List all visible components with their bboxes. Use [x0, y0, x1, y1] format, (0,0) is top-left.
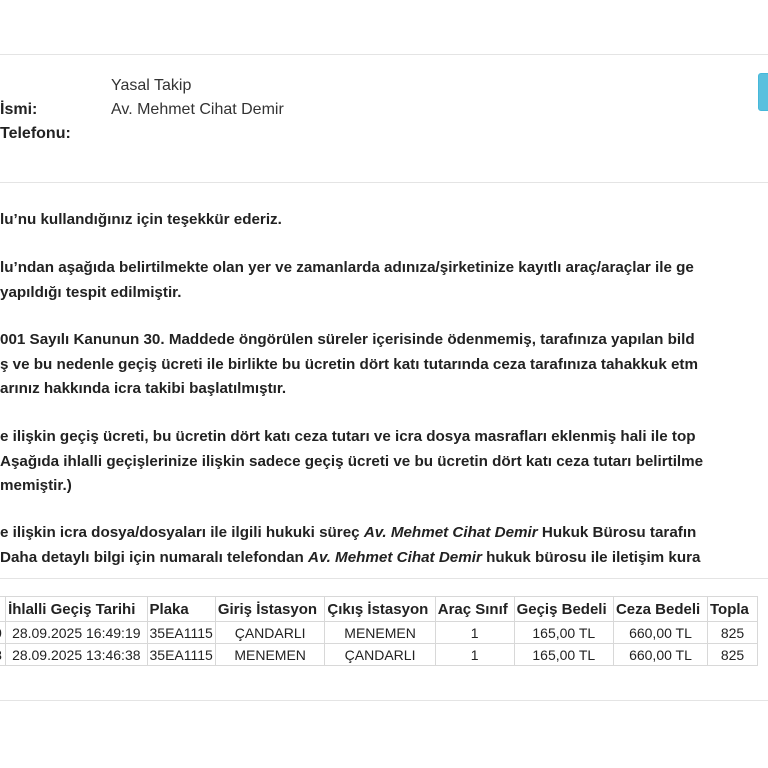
- law-text-line-1: 001 Sayılı Kanunun 30. Maddede öngörülen süreler içerisinde ödenmemiş, tarafınıza yapılan bild: [0, 331, 695, 348]
- col-header-entry: Giriş İstasyon: [215, 597, 325, 622]
- table-top-divider: [0, 578, 768, 579]
- detection-text-line-2: yapıldığı tespit edilmiştir.: [0, 284, 182, 301]
- name-label: İsmi:: [0, 101, 38, 118]
- law-text-line-2: ş ve bu nedenle geçiş ücreti ile birlikte bu ücretin dört katı tutarında ceza tarafınıza tahakkuk etm: [0, 356, 698, 373]
- cell-penalty: 660,00 TL: [613, 622, 707, 644]
- table-row: [0, 644, 758, 666]
- cell-class: 1: [435, 644, 514, 666]
- contact-lawyer-name: Av. Mehmet Cihat Demir: [308, 549, 482, 566]
- col-header-penalty: Ceza Bedeli: [613, 597, 707, 622]
- cell-total: 825: [707, 622, 757, 644]
- legal-follow-up-value: Yasal Takip: [111, 77, 192, 94]
- col-header-exit: Çıkış İstasyon: [325, 597, 435, 622]
- table-row: [0, 622, 758, 644]
- col-header-class: Araç Sınıf: [435, 597, 514, 622]
- phone-label: Telefonu:: [0, 125, 71, 142]
- col-header-plate: Plaka: [147, 597, 215, 622]
- cell-penalty: 660,00 TL: [613, 644, 707, 666]
- cell-toll: 165,00 TL: [514, 622, 613, 644]
- bottom-divider: [0, 700, 768, 701]
- lawyer-name-value: Av. Mehmet Cihat Demir: [111, 101, 284, 118]
- col-header-toll: Geçiş Bedeli: [514, 597, 613, 622]
- detection-text-line-1: lu’ndan aşağıda belirtilmekte olan yer ve zamanlarda adınıza/şirketinize kayıtlı araç/araçlar ile ge: [0, 259, 694, 276]
- legal-process-text-a: e ilişkin icra dosya/dosyaları ile ilgili hukuki süreç: [0, 524, 364, 541]
- cell-entry: ÇANDARLI: [215, 622, 325, 644]
- fee-text-line-3: memiştir.): [0, 477, 72, 494]
- cell-plate: 35EA1115: [147, 644, 215, 666]
- cell-entry: MENEMEN: [215, 644, 325, 666]
- legal-process-text-line-1: [0, 524, 696, 541]
- law-text-line-3: arınız hakkında icra takibi başlatılmıştır.: [0, 380, 287, 397]
- col-header-date: İhlalli Geçiş Tarihi: [6, 597, 147, 622]
- fee-text-line-2: Aşağıda ihlalli geçişlerinize ilişkin sadece geçiş ücreti ve bu ücretin dört katı ceza tutarı belirtilme: [0, 453, 704, 470]
- contact-text-c: hukuk bürosu ile iletişim kura: [481, 549, 701, 566]
- cell-date: 28.09.2025 13:46:38: [6, 644, 147, 666]
- contact-text-a: Daha detaylı bilgi için numaralı telefondan: [0, 549, 309, 566]
- cell-class: 1: [435, 622, 514, 644]
- thanks-text: lu’nu kullandığınız için teşekkür ederiz.: [0, 211, 282, 228]
- legal-process-lawyer-name: Av. Mehmet Cihat Demir: [363, 524, 538, 541]
- fee-text-line-1: e ilişkin geçiş ücreti, bu ücretin dört katı ceza tutarı ve icra dosya masrafları eklenmiş hali ile top: [0, 428, 696, 445]
- table-header-row: [0, 597, 758, 622]
- col-header-total: Topla: [707, 597, 757, 622]
- cell-total: 825: [707, 644, 757, 666]
- cell-exit: ÇANDARLI: [325, 644, 435, 666]
- top-divider: [0, 54, 768, 55]
- cell-plate: 35EA1115: [147, 622, 215, 644]
- cell-date: 28.09.2025 16:49:19: [6, 622, 147, 644]
- action-button[interactable]: [758, 73, 768, 111]
- cell-toll: 165,00 TL: [514, 644, 613, 666]
- legal-process-text-line-2: [0, 549, 700, 566]
- header-divider: [0, 182, 768, 183]
- legal-process-text-c: Hukuk Bürosu tarafın: [537, 524, 697, 541]
- violation-table: [0, 596, 758, 666]
- cell-exit: MENEMEN: [325, 622, 435, 644]
